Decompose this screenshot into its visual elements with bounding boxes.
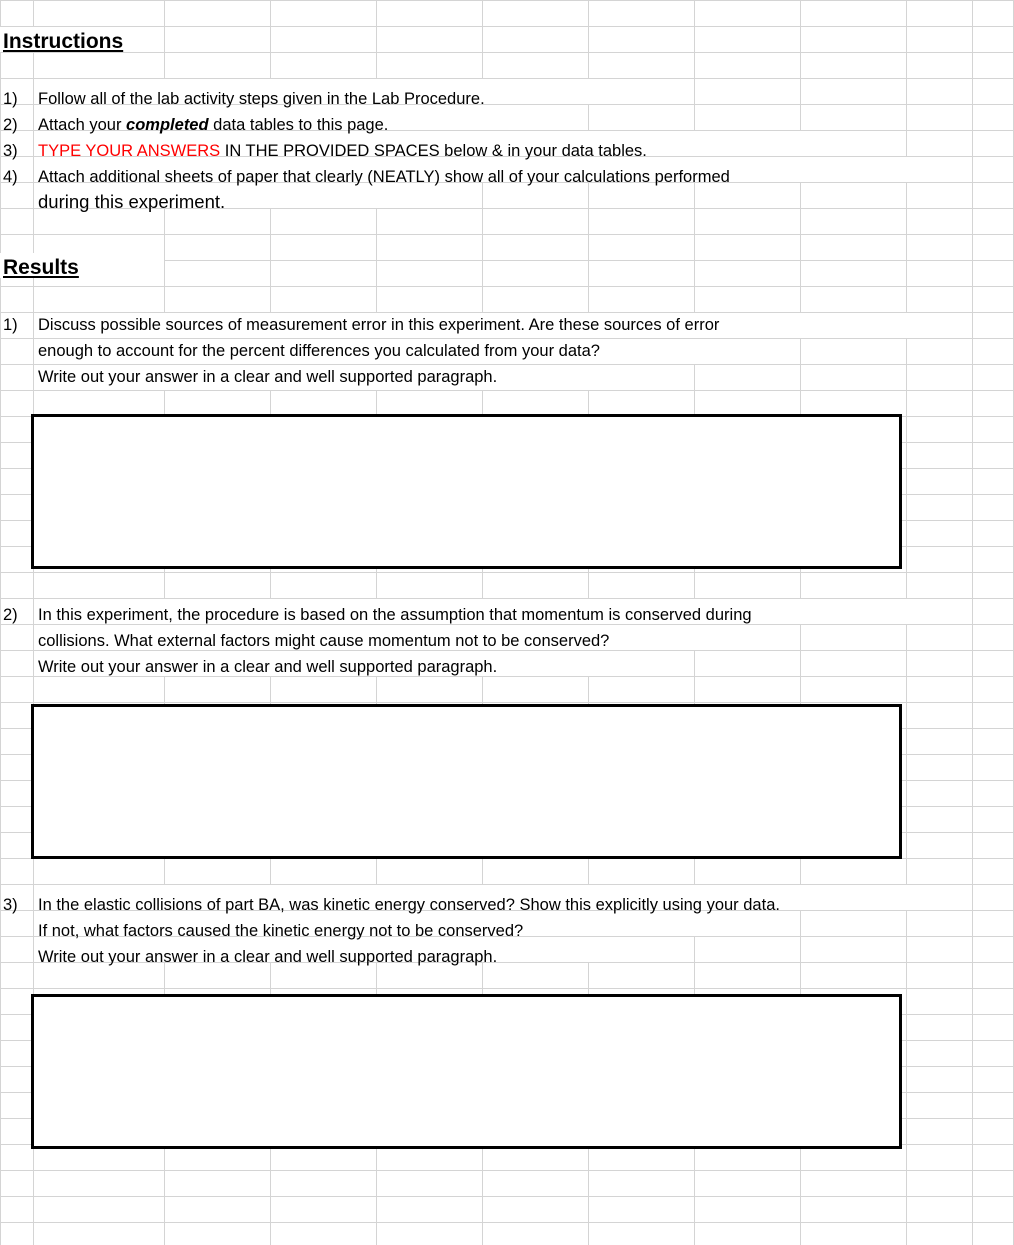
instruction-number: 1) bbox=[3, 90, 18, 108]
instruction-number: 3) bbox=[3, 142, 18, 160]
answer-box-3[interactable] bbox=[31, 994, 902, 1149]
grid-row-line bbox=[0, 234, 1014, 235]
grid-row-line bbox=[0, 988, 1014, 989]
instruction-number: 2) bbox=[3, 116, 18, 134]
grid-row-line bbox=[0, 1196, 1014, 1197]
question-text: Discuss possible sources of measurement error in this experiment. Are these sources of error bbox=[38, 316, 720, 334]
question-text: collisions. What external factors might cause momentum not to be conserved? bbox=[38, 632, 610, 650]
question-number: 1) bbox=[3, 316, 18, 334]
instruction-emphasis: completed bbox=[126, 116, 209, 134]
instruction-text: Attach additional sheets of paper that clearly (NEATLY) show all of your calculations performed bbox=[38, 168, 730, 186]
grid-row-line bbox=[0, 702, 1014, 703]
question-text: In the elastic collisions of part BA, was kinetic energy conserved? Show this explicitly using your data. bbox=[38, 896, 780, 914]
question-text: Write out your answer in a clear and well supported paragraph. bbox=[38, 658, 498, 676]
instruction-text-part: IN THE PROVIDED SPACES below & in your data tables. bbox=[220, 142, 647, 160]
question-text: In this experiment, the procedure is based on the assumption that momentum is conserved during bbox=[38, 606, 752, 624]
question-text: If not, what factors caused the kinetic energy not to be conserved? bbox=[38, 922, 524, 940]
question-text: enough to account for the percent differences you calculated from your data? bbox=[38, 342, 600, 360]
grid-col-line bbox=[972, 0, 973, 1245]
instruction-text bbox=[38, 141, 647, 161]
grid-row-line bbox=[0, 52, 1014, 53]
grid-row-line bbox=[0, 286, 1014, 287]
instruction-text-part: Attach your bbox=[38, 116, 127, 134]
grid-row-line bbox=[0, 390, 1014, 391]
question-number: 3) bbox=[3, 896, 18, 914]
instruction-text-continued: during this experiment. bbox=[38, 191, 226, 212]
question-text: Write out your answer in a clear and well supported paragraph. bbox=[38, 948, 498, 966]
question-text: Write out your answer in a clear and well supported paragraph. bbox=[38, 368, 498, 386]
grid-row-line bbox=[0, 572, 1014, 573]
grid-row-line bbox=[0, 0, 1014, 1]
grid-col-line bbox=[0, 0, 1, 1245]
instruction-text bbox=[38, 115, 388, 135]
grid-row-line bbox=[0, 1222, 1014, 1223]
question-number: 2) bbox=[3, 606, 18, 624]
instruction-text: Follow all of the lab activity steps given in the Lab Procedure. bbox=[38, 90, 485, 108]
instruction-highlight: TYPE YOUR ANSWERS bbox=[38, 142, 221, 160]
instructions-heading: Instructions bbox=[3, 30, 124, 53]
grid-row-line bbox=[0, 1170, 1014, 1171]
instruction-text-part: data tables to this page. bbox=[208, 116, 389, 134]
answer-box-1[interactable] bbox=[31, 414, 902, 569]
results-heading: Results bbox=[3, 256, 79, 279]
answer-box-2[interactable] bbox=[31, 704, 902, 859]
instruction-number: 4) bbox=[3, 168, 18, 186]
